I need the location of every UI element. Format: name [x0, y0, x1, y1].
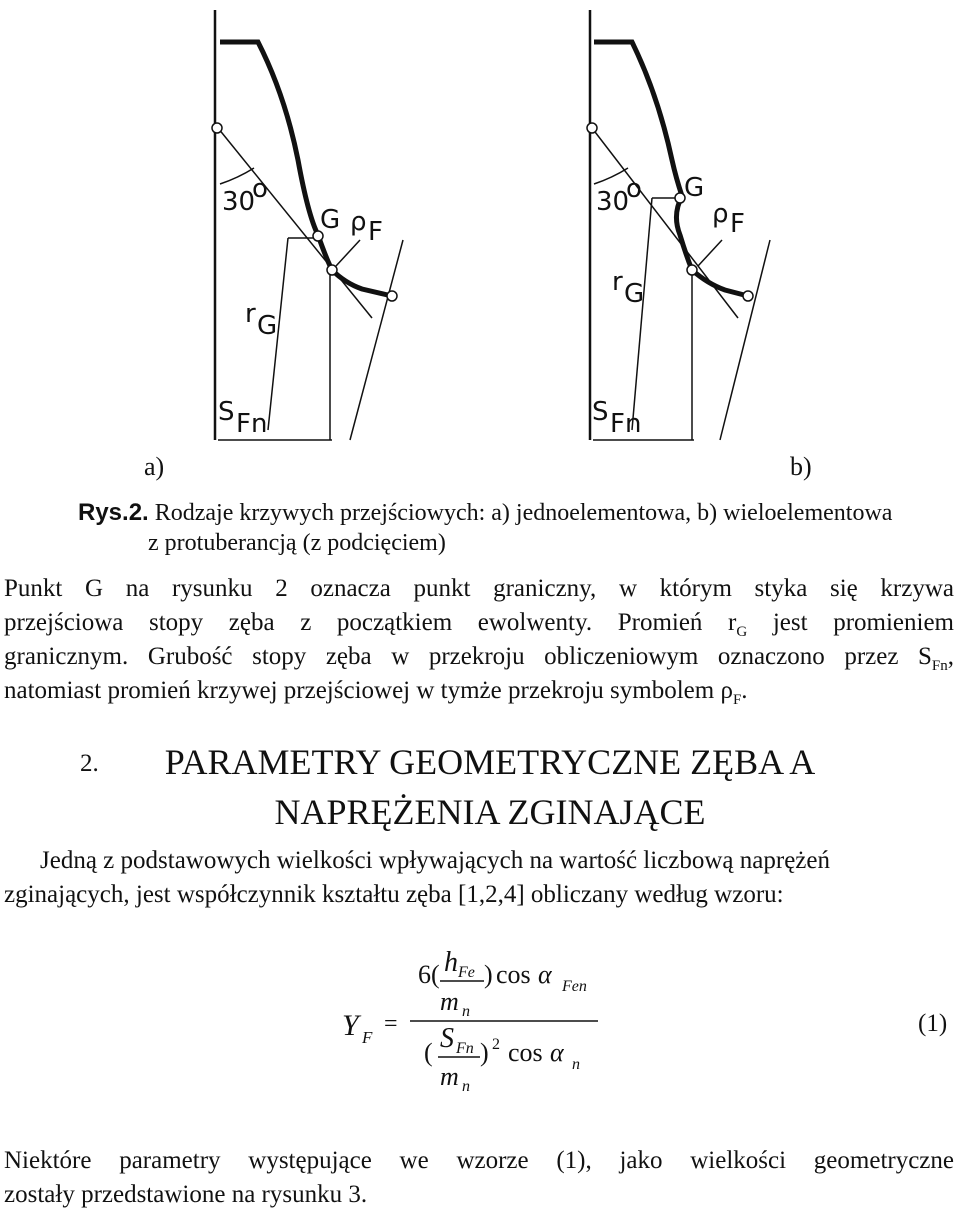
- formula-den-cos: cos: [508, 1038, 543, 1067]
- rho-sub-b: F: [730, 209, 745, 239]
- r-sub-a: G: [257, 311, 278, 341]
- p1-l3-a: granicznym. Grubość stopy zęba w przekroju obliczeniowym oznaczono przez S: [4, 643, 932, 670]
- rho-label-a: ρ: [350, 207, 367, 237]
- s-sub-b: Fn: [610, 409, 642, 439]
- formula-num-alpha: α: [538, 960, 552, 989]
- angle-deg-b: o: [626, 174, 642, 204]
- caption-prefix: Rys.2.: [78, 499, 149, 526]
- rho-sub-a: F: [368, 217, 383, 247]
- normal-line-a: [350, 240, 403, 440]
- formula-den-close: ): [480, 1038, 489, 1067]
- paragraph1-line1: Punkt G na rysunku 2 oznacza punkt graniczny, w którym styka się krzywa: [4, 575, 954, 602]
- center-point-a: [212, 123, 222, 133]
- paragraph2-line2: zginających, jest współczynnik kształtu zęba [1,2,4] obliczany według wzoru:: [4, 881, 784, 908]
- figure-svg: [0, 0, 960, 470]
- p1-l4-b: .: [741, 677, 748, 704]
- formula-num-alpha-sub: Fen: [562, 978, 587, 995]
- formula-num-six: 6(: [418, 960, 440, 989]
- tooth-profile-b: [594, 42, 748, 296]
- r-label-a: r: [245, 299, 256, 329]
- section-title-line1: PARAMETRY GEOMETRYCZNE ZĘBA A: [164, 742, 816, 782]
- center-point-b: [587, 123, 597, 133]
- formula-YF: [0, 935, 960, 1115]
- paragraph3-line1: Niektóre parametry występujące we wzorze (1), jako wielkości geometryczne: [4, 1147, 954, 1174]
- formula-Y-sub: F: [362, 1028, 373, 1047]
- p1-l3-b: ,: [947, 643, 954, 670]
- paragraph1-line4: [4, 674, 954, 717]
- formula-num-h-sub: Fe: [458, 964, 475, 981]
- paragraph3-line2: zostały przedstawione na rysunku 3.: [4, 1181, 368, 1208]
- tooth-profile-a: [220, 42, 392, 296]
- formula-den-m-sub: n: [462, 1078, 470, 1095]
- p1-l2-a: przejściowa stopy zęba z początkiem ewolwenty. Promień r: [4, 609, 737, 636]
- s-label-b: S: [592, 397, 609, 427]
- formula-den-m: m: [440, 1062, 459, 1091]
- angle-deg-a: o: [252, 174, 268, 204]
- normal-line-b: [720, 240, 770, 440]
- p1-l2-b: jest promieniem: [747, 609, 954, 636]
- point-rho-a: [327, 265, 337, 275]
- formula-num-h: h: [444, 947, 458, 978]
- rho-label-b: ρ: [712, 199, 729, 229]
- rho-arrow-b: [698, 240, 722, 266]
- rG-line-b: [632, 198, 652, 430]
- formula-den-sq: 2: [492, 1036, 500, 1053]
- rho-arrow-a: [336, 240, 360, 266]
- angle-arc-b: [594, 168, 628, 184]
- subfigure-label-b: b): [790, 452, 812, 481]
- p1-l3-sub: Fn: [931, 658, 948, 674]
- angle-label-a: 30: [222, 187, 256, 217]
- paragraph2-line1: Jedną z podstawowych wielkości wpływających na wartość liczbową naprężeń: [40, 847, 830, 874]
- caption-line2: z protuberancją (z podcięciem): [148, 530, 446, 556]
- formula-num-close: ): [484, 960, 493, 989]
- formula-number: (1): [918, 1010, 948, 1037]
- formula-num-cos: cos: [496, 960, 531, 989]
- formula-eq: =: [384, 1011, 398, 1037]
- formula-den-alpha-sub: n: [572, 1056, 580, 1073]
- p1-l4-a: natomiast promień krzywej przejściowej w tymże przekroju symbolem ρ: [4, 677, 733, 704]
- s-sub-a: Fn: [236, 409, 268, 439]
- point-G-label-b: G: [684, 173, 705, 203]
- formula-num-m: m: [440, 987, 459, 1016]
- point-rho-b: [687, 265, 697, 275]
- r-sub-b: G: [624, 279, 645, 309]
- p1-l2-sub: G: [736, 624, 748, 640]
- formula-den-S: S: [440, 1023, 454, 1054]
- formula-num-m-sub: n: [462, 1003, 470, 1020]
- s-label-a: S: [218, 397, 235, 427]
- caption-line1: Rodzaje krzywych przejściowych: a) jednoelementowa, b) wieloelementowa: [154, 500, 893, 526]
- end-point-a: [387, 291, 397, 301]
- section-title-line2: NAPRĘŻENIA ZGINAJĄCE: [274, 792, 706, 832]
- formula-Y: Y: [342, 1009, 359, 1042]
- subfigure-label-a: a): [144, 452, 165, 481]
- figure-transition-curves: [0, 0, 960, 470]
- formula-den-S-sub: Fn: [456, 1040, 474, 1057]
- formula-den-alpha: α: [550, 1038, 564, 1067]
- end-point-b: [743, 291, 753, 301]
- r-label-b: r: [612, 267, 623, 297]
- p1-l4-sub: F: [732, 692, 742, 708]
- figure-caption: [78, 498, 958, 528]
- angle-arc-a: [220, 168, 254, 184]
- formula-den-open: (: [424, 1038, 433, 1067]
- angle-label-b: 30: [596, 187, 630, 217]
- point-G-label-a: G: [320, 205, 341, 235]
- section-number: 2.: [80, 750, 99, 777]
